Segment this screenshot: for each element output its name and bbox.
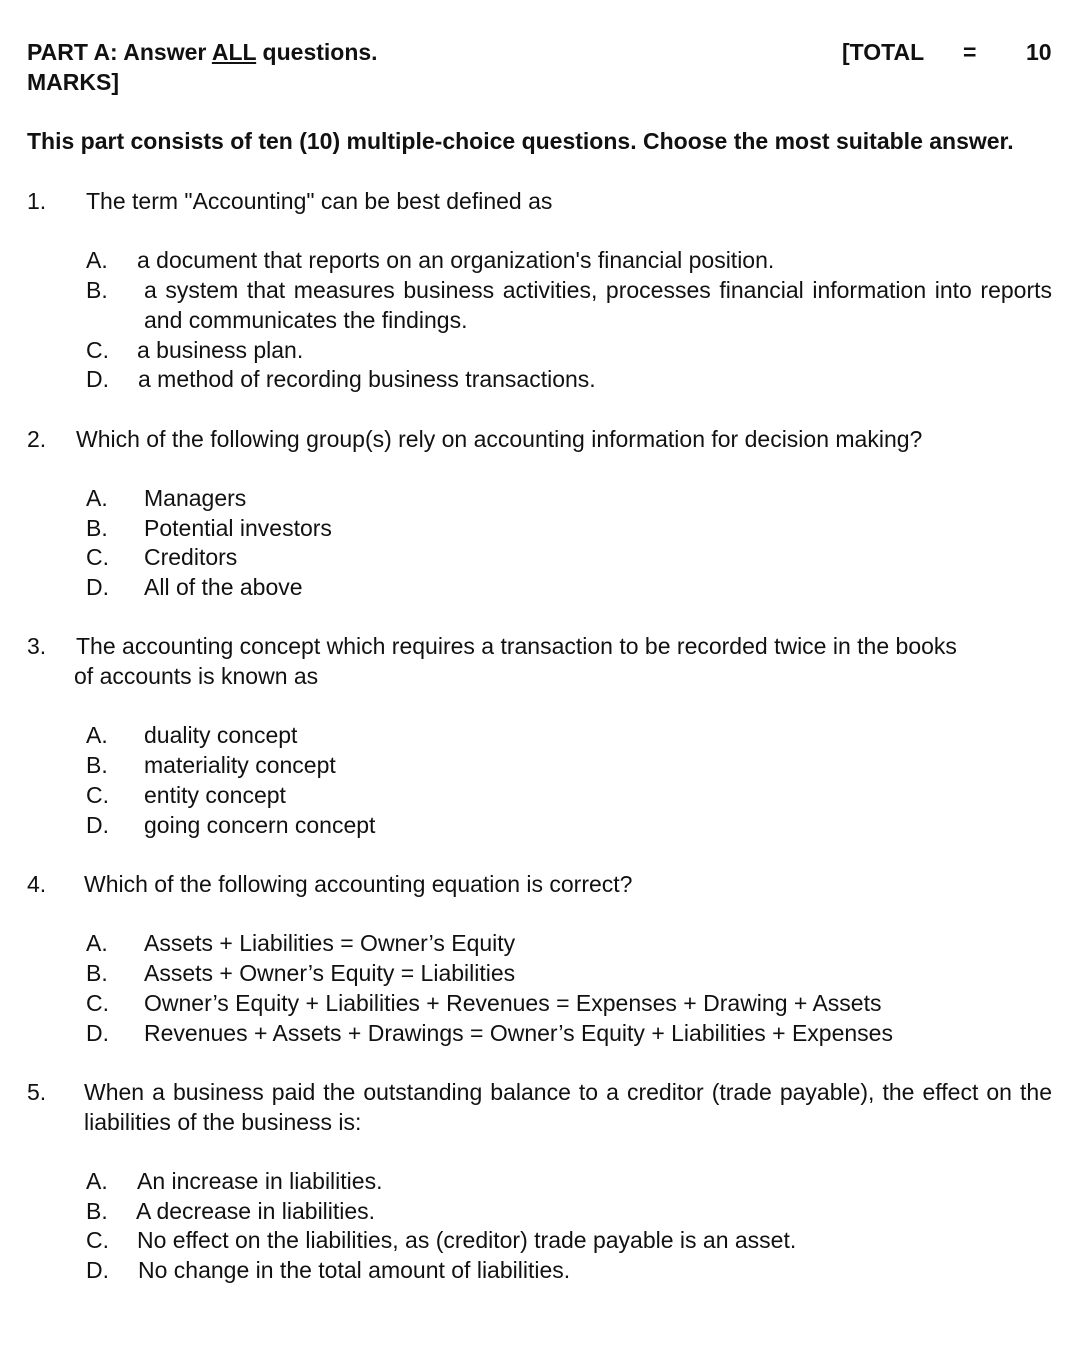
- marks-label: MARKS]: [27, 69, 119, 95]
- option-letter: A.: [86, 485, 108, 511]
- total-label: [TOTAL: [842, 39, 925, 65]
- question-text: When a business paid the outstanding balance to a creditor (trade payable), the effect on the: [84, 1079, 1052, 1105]
- option-letter: B.: [86, 960, 108, 986]
- option-letter: A.: [86, 930, 108, 956]
- option-text: a system that measures business activities, processes financial information into reports: [144, 277, 1052, 303]
- option-text: Revenues + Assets + Drawings = Owner’s Equity + Liabilities + Expenses: [144, 1020, 893, 1046]
- option-letter: B.: [86, 515, 108, 541]
- question-number: 3.: [27, 633, 47, 659]
- part-heading-suffix: questions.: [256, 39, 378, 65]
- option-letter: A.: [86, 247, 108, 273]
- option-text: Potential investors: [144, 515, 332, 541]
- option-letter: A.: [86, 1168, 108, 1194]
- question-text: Which of the following group(s) rely on accounting information for decision making?: [76, 426, 923, 452]
- question-text-continued: of accounts is known as: [74, 663, 319, 689]
- part-heading-prefix: PART A: Answer: [27, 39, 212, 65]
- question-text: The term "Accounting" can be best defined as: [86, 188, 553, 214]
- question-number: 2.: [27, 426, 47, 452]
- option-text: A decrease in liabilities.: [136, 1198, 376, 1224]
- option-text: duality concept: [144, 722, 298, 748]
- option-letter: D.: [86, 812, 109, 838]
- option-text: Assets + Liabilities = Owner’s Equity: [144, 930, 516, 956]
- question-text-continued: liabilities of the business is:: [84, 1109, 362, 1135]
- option-text: Creditors: [144, 544, 238, 570]
- option-letter: D.: [86, 1020, 109, 1046]
- option-text: Owner’s Equity + Liabilities + Revenues = Expenses + Drawing + Assets: [144, 990, 882, 1016]
- question-text: Which of the following accounting equation is correct?: [84, 871, 633, 897]
- question-number: 1.: [27, 188, 47, 214]
- option-text: No change in the total amount of liabilities.: [138, 1257, 571, 1283]
- option-letter: D.: [86, 574, 109, 600]
- option-letter: C.: [86, 990, 109, 1016]
- option-text: a document that reports on an organization's financial position.: [137, 247, 775, 273]
- instructions: This part consists of ten (10) multiple-choice questions. Choose the most suitable answer.: [27, 128, 1014, 154]
- part-heading-emphasis: ALL: [211, 39, 257, 65]
- option-letter: A.: [86, 722, 108, 748]
- option-text: Assets + Owner’s Equity = Liabilities: [144, 960, 516, 986]
- option-text: a method of recording business transactions.: [138, 366, 596, 392]
- option-text: entity concept: [144, 782, 286, 808]
- total-value: 10: [1026, 39, 1052, 65]
- option-text: going concern concept: [144, 812, 376, 838]
- option-letter: C.: [86, 1227, 109, 1253]
- option-letter: D.: [86, 366, 109, 392]
- question-text: The accounting concept which requires a transaction to be recorded twice in the books: [76, 633, 957, 659]
- option-text-continued: and communicates the findings.: [144, 307, 468, 333]
- part-heading: [27, 37, 378, 67]
- option-letter: B.: [86, 1198, 108, 1224]
- option-text: No effect on the liabilities, as (creditor) trade payable is an asset.: [137, 1227, 797, 1253]
- option-letter: C.: [86, 782, 109, 808]
- option-letter: D.: [86, 1257, 109, 1283]
- question-number: 5.: [27, 1079, 47, 1105]
- option-letter: B.: [86, 752, 108, 778]
- option-letter: C.: [86, 337, 109, 363]
- option-letter: B.: [86, 277, 108, 303]
- total-equals: =: [963, 39, 977, 65]
- option-text: An increase in liabilities.: [137, 1168, 383, 1194]
- option-text: a business plan.: [137, 337, 304, 363]
- option-text: materiality concept: [144, 752, 336, 778]
- option-text: All of the above: [144, 574, 303, 600]
- question-number: 4.: [27, 871, 47, 897]
- option-letter: C.: [86, 544, 109, 570]
- option-text: Managers: [144, 485, 247, 511]
